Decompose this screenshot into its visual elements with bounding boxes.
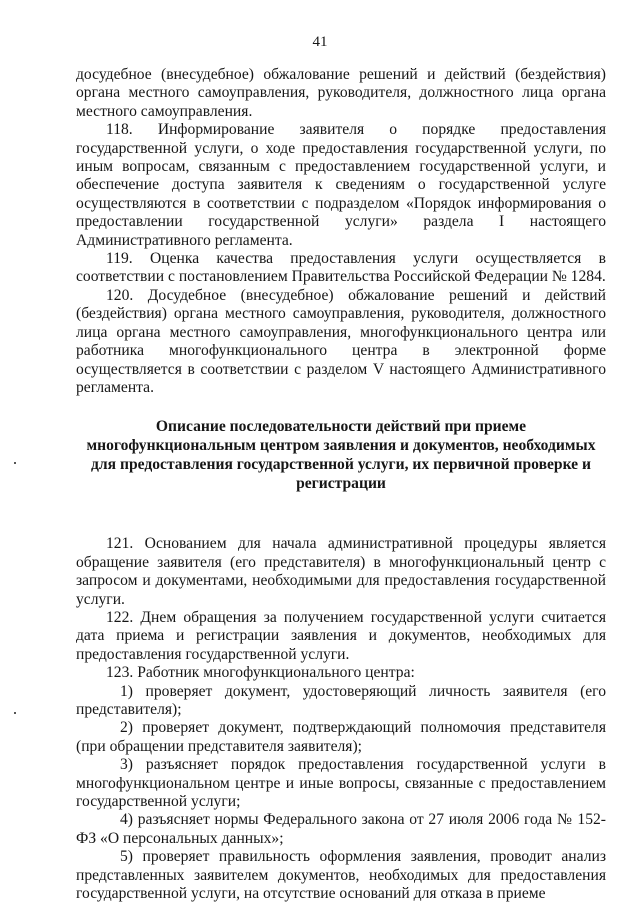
paragraph-continuation: досудебное (внесудебное) обжалование решений и действий (бездействия) органа местного самоуправления, руководителя, должностного лица органа местного самоуправления. bbox=[76, 66, 606, 120]
section-heading: Описание последовательности действий при приеме многофункциональным центром заявления и документов, необходимых для предоставления государственной услуги, их первичной проверке и регистрации bbox=[86, 418, 596, 493]
paragraph-118: 118. Информирование заявителя о порядке предоставления государственной услуги, о ходе предоставления государственной услуги, по иным вопросам, связанным с предоставлением государственной услуги, и обеспечение доступа заявителя к сведениям о государственной услуге осуществляются в соответствии с подразделом «Порядок информирования о предоставлении государственной услуги» раздела I настоящего Административного регламента. bbox=[76, 121, 606, 249]
document-body bbox=[76, 66, 606, 903]
margin-mark bbox=[14, 462, 16, 464]
paragraph-122: 122. Днем обращения за получением государственной услуги считается дата приема и регистрации заявления и документов, необходимых для предоставления государственной услуги. bbox=[76, 608, 606, 663]
paragraph-121: 121. Основанием для начала административной процедуры является обращение заявителя (его представителя) в многофункциональный центр с запросом и документами, необходимыми для предоставления государственной услуги. bbox=[76, 535, 606, 608]
paragraph-119: 119. Оценка качества предоставления услуги осуществляется в соответствии с постановлением Правительства Российской Федерации № 1284. bbox=[76, 250, 606, 286]
list-item: 5) проверяет правильность оформления заявления, проводит анализ представленных заявителем документов, необходимых для предоставления государственной услуги, на отсутствие оснований для отказа в приеме bbox=[76, 848, 606, 903]
paragraph-120: 120. Досудебное (внесудебное) обжалование решений и действий (бездействия) органа местного самоуправления, руководителя, должностного лица органа местного самоуправления, многофункционального центра или работника многофункционального центра в электронной форме осуществляется в соответствии с разделом V настоящего Административного регламента. bbox=[76, 286, 606, 396]
list-item: 3) разъясняет порядок предоставления государственной услуги в многофункциональном центре и иные вопросы, связанные с предоставлением государственной услуги; bbox=[76, 756, 606, 810]
list-item: 2) проверяет документ, подтверждающий полномочия представителя (при обращении представителя заявителя); bbox=[76, 719, 606, 755]
margin-mark bbox=[14, 712, 16, 714]
list-item: 1) проверяет документ, удостоверяющий личность заявителя (его представителя); bbox=[76, 682, 606, 718]
page-number: 41 bbox=[312, 34, 328, 50]
paragraph-123: 123. Работник многофункционального центра: bbox=[106, 664, 415, 682]
list-item: 4) разъясняет нормы Федерального закона от 27 июля 2006 года № 152-ФЗ «О персональных данных»; bbox=[76, 811, 606, 847]
spacer bbox=[76, 493, 606, 535]
